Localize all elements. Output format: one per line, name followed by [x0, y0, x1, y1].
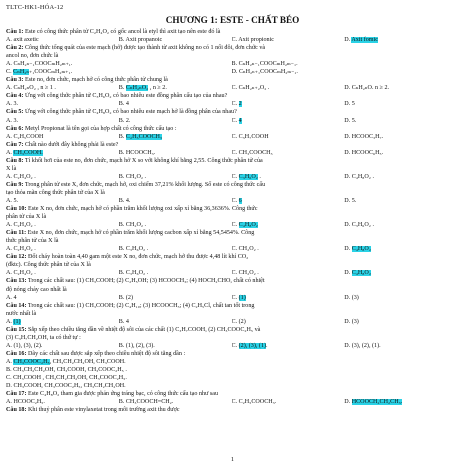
text-run: C. (2): [231, 318, 246, 325]
question-line: [6, 302, 457, 310]
text-run: B. C₃H₆O₂ .: [118, 246, 149, 253]
answer-option: [119, 398, 232, 406]
text-run: Este có công thức phân tử C₂H₄O₂ có gốc ancol là etyl thì axit tạo nên este đó là: [23, 29, 221, 35]
text-run: Metyl Propionat là tên gọi của hợp chất có công thức cấu tạo :: [23, 125, 177, 132]
answer-option: [232, 294, 345, 302]
text-run: A. axit axetic: [6, 37, 39, 44]
text-run: D. (3): [344, 294, 359, 301]
question-line: [6, 406, 457, 414]
answer-option: [344, 149, 457, 157]
answer-option: [344, 117, 457, 125]
answer-option: [6, 84, 119, 92]
text-run: , CH₃CH₂CH₂OH, CH₃COOH.: [49, 358, 126, 365]
answer-option: [344, 221, 457, 229]
text-run: C. CH₂O₂ .: [231, 270, 259, 277]
answer-option: [232, 197, 345, 205]
answer-option: [232, 117, 345, 125]
text-run: B. (1), (2), (3).: [118, 342, 155, 349]
text-run: A. CₙH₂ₙO₂ , n ≥ 1 .: [6, 85, 56, 92]
highlighted-answer: C₂H₅COOCH₃: [125, 133, 163, 140]
answer-options-row: [6, 149, 457, 157]
text-run: (đktc). Công thức phân tử của X là: [6, 262, 91, 269]
text-run: Dãy các chất sau được sắp xếp theo chiều nhiệt độ sôi tăng dần :: [26, 350, 186, 357]
text-run: B. (2): [118, 294, 133, 301]
question-line: [6, 366, 457, 374]
question-line: [6, 358, 457, 366]
question-line: [6, 350, 457, 358]
question-line: [6, 157, 457, 165]
answer-option: [6, 117, 119, 125]
highlighted-answer: HCOOCH₂CH₂CH₃.: [351, 399, 403, 406]
answer-option: [232, 149, 345, 157]
answer-option: [119, 221, 232, 229]
text-run: Khi thuỷ phân este vinylaxetat trong môi trường axit thu được: [26, 407, 180, 414]
highlighted-answer: 6: [238, 197, 242, 204]
answer-option: [344, 133, 457, 141]
answer-options-row: [6, 342, 457, 350]
question-line: [6, 213, 457, 221]
answer-option: [232, 36, 345, 44]
answer-option: [6, 36, 119, 44]
text-run: .: [266, 342, 268, 349]
text-run: B. CH₃COOCH=CH₂.: [118, 399, 174, 406]
question-number: Câu 5:: [6, 109, 24, 116]
answer-option: [344, 245, 457, 253]
question-line: [6, 334, 457, 342]
question-number: Câu 2:: [6, 45, 24, 52]
text-run: Ứng với công thức phân tử C₃H₆O₂ có bao nhiêu este đồng phân cấu tạo của nhau?: [23, 93, 228, 100]
text-run: Đốt cháy hoàn toàn 4,40 gam một este X no, đơn chức, mạch hở thu được 4,48 lít khí CO₂: [26, 254, 249, 261]
highlighted-answer: (1): [13, 318, 21, 325]
answer-option: [119, 294, 232, 302]
text-run: B. HCOOCH₃.: [118, 149, 156, 156]
text-run: B. CₙH₂ₙ₋₁COOCₘH₂ₘ₋₁.: [231, 61, 298, 68]
text-run: D. CₙH₂ₙ₊₁COOCₘH₂ₘ₋₁.: [231, 69, 298, 76]
question-line: [6, 310, 457, 318]
answer-options-row: [6, 68, 457, 76]
answer-option: [6, 133, 119, 141]
answer-options-row: [6, 100, 457, 108]
answer-option: [6, 60, 232, 68]
answer-option: [6, 68, 232, 76]
answer-option: [6, 398, 119, 406]
text-run: nước nhất là: [6, 310, 37, 317]
text-run: C.: [6, 69, 14, 76]
text-run: B. CH₂O₂ .: [118, 222, 147, 229]
answer-option: [119, 269, 232, 277]
answer-option: [344, 294, 457, 302]
question-number: Câu 7:: [6, 141, 24, 148]
question-line: [6, 237, 457, 245]
question-line: [6, 76, 457, 84]
answer-option: [232, 133, 345, 141]
text-run: D. (3), (2), (1).: [344, 342, 381, 349]
answer-option: [6, 294, 119, 302]
text-run: A. C₂H₅COOH: [6, 133, 44, 140]
question-line: [6, 390, 457, 398]
question-number: Câu 3:: [6, 77, 24, 84]
text-run: A.: [6, 149, 14, 156]
page-header: TLTC-HK1-HÓA-12: [6, 4, 64, 11]
question-number: Câu 12:: [6, 254, 27, 261]
text-run: A. 5.: [6, 197, 19, 204]
highlighted-answer: 2: [238, 101, 242, 108]
text-run: D. CH₃COOH, CH₃COOC₂H₅, CH₃CH₂CH₂OH.: [6, 383, 126, 390]
answer-option: [6, 269, 119, 277]
answer-option: [344, 197, 457, 205]
answer-options-row: [6, 398, 457, 406]
answer-option: [119, 197, 232, 205]
question-number: Câu 6:: [6, 125, 24, 132]
question-line: [6, 286, 457, 294]
text-run: Ứng với công thức phân tử C₄H₈O₂ có bao nhiêu este mạch hở là đồng phân của nhau?: [23, 109, 237, 116]
text-run: D. 5.: [344, 117, 357, 124]
text-run: Tỉ khối hơi của este no, đơn chức, mạch hở X so với không khí bằng 2,55. Công thức phân tử của: [23, 157, 263, 164]
text-run: C.: [231, 197, 239, 204]
answer-option: [119, 173, 232, 181]
question-number: Câu 13:: [6, 278, 27, 285]
text-run: C. Axit propionic: [231, 37, 274, 44]
answer-option: [6, 318, 119, 326]
answer-option: [344, 173, 457, 181]
answer-option: [6, 221, 119, 229]
text-run: D. C₃H₆O₂ .: [344, 222, 374, 229]
highlighted-answer: CH₃COOC₂H₅: [13, 358, 50, 365]
question-line: [6, 28, 457, 36]
text-run: phân tử của X là: [6, 214, 47, 221]
highlighted-answer: C₄H₈O₂: [351, 270, 371, 277]
answer-option: [119, 100, 232, 108]
question-line: [6, 44, 457, 52]
text-run: C. CH₃COOH , CH₃CH₂CH₂OH, CH₃COOC₂H₅.: [6, 375, 127, 382]
answer-option: [119, 342, 232, 350]
text-run: A. C₂H₄O₂ .: [6, 222, 36, 229]
answer-options-row: [6, 269, 457, 277]
question-line: [6, 108, 457, 116]
answer-option: [232, 68, 458, 76]
text-run: C.: [231, 173, 239, 180]
text-run: D. HCOOC₃H₇.: [344, 133, 384, 140]
text-run: C. C₂H₅COOCH₃.: [231, 399, 277, 406]
text-run: D. HCOOC₆H₅.: [344, 149, 384, 156]
text-run: C. CₙH₂ₙ₊₂O₂ .: [231, 85, 270, 92]
question-line: [6, 382, 457, 390]
text-run: B.: [118, 85, 126, 92]
question-line: [6, 261, 457, 269]
question-line: [6, 253, 457, 261]
text-run: (3) C₃H₇CH₂OH, ta có thứ tự :: [6, 334, 81, 341]
question-number: Câu 1:: [6, 29, 24, 35]
text-run: C.: [231, 117, 239, 124]
answer-option: [6, 173, 119, 181]
text-run: Sắp xếp theo chiều tăng dần về nhiệt độ sôi của các chất (1) C₃H₇COOH, (2) CH₃COOC₂H₅ và: [26, 326, 261, 333]
question-number: Câu 9:: [6, 181, 24, 188]
text-run: A. (1), (3), (2).: [6, 342, 43, 349]
answer-option: [344, 36, 457, 44]
text-run: D. CₙH₂ₙO. n ≥ 2.: [344, 85, 390, 92]
text-run: Este no, đơn chức, mạch hở có công thức phân tử chung là: [23, 77, 168, 84]
question-line: [6, 205, 457, 213]
text-run: D.: [344, 399, 352, 406]
answer-option: [232, 269, 345, 277]
answer-options-row: [6, 133, 457, 141]
question-number: Câu 18:: [6, 407, 27, 414]
text-run: A. 3.: [6, 117, 19, 124]
text-run: C. C₃H₇COOH: [231, 133, 269, 140]
answer-option: [119, 318, 232, 326]
question-line: [6, 141, 457, 149]
text-run: A. C₂H₄O₂ .: [6, 246, 36, 253]
text-run: Trong các chất sau: (1) CH₃COOH; (2) C₄H₁₀; (3) HCOOCH₃; (4) C₂H₅Cl, chất tan tốt trong: [26, 302, 255, 309]
text-run: C.: [231, 294, 239, 301]
answer-option: [6, 342, 119, 350]
answer-option: [119, 36, 232, 44]
text-run: Trong các chất sau: (1) CH₃COOH; (2) C₂H₅OH; (3) HCOOCH₃; (4) HOCH₂CHO, chất có nhiệt: [26, 278, 265, 285]
answer-option: [232, 84, 345, 92]
text-run: B.: [118, 133, 126, 140]
answer-option: [232, 221, 345, 229]
highlighted-answer: 4: [238, 117, 242, 124]
answer-option: [119, 117, 232, 125]
text-run: A. C₂H₄O₂ .: [6, 173, 36, 180]
answer-option: [6, 100, 119, 108]
answer-option: [344, 342, 457, 350]
question-number: Câu 10:: [6, 206, 27, 213]
question-line: [6, 165, 457, 173]
text-run: Công thức tổng quát của este mạch (hở) được tạo thành từ axit không no có 1 nối đôi, đơn chức và: [23, 45, 266, 52]
text-run: Chất nào dưới đây không phải là este?: [23, 141, 119, 148]
answer-option: [344, 84, 457, 92]
text-run: C.: [231, 342, 239, 349]
answer-options-row: [6, 173, 457, 181]
answer-options-row: [6, 221, 457, 229]
answer-options-row: [6, 84, 457, 92]
text-run: D. (3): [344, 318, 359, 325]
question-line: [6, 229, 457, 237]
highlighted-answer: C₄H₈O₂: [238, 222, 258, 229]
answer-option: [344, 318, 457, 326]
text-run: A. CₙH₂ₙ₋₁COOCₘH₂ₘ₊₁.: [6, 61, 73, 68]
chapter-title: CHƯƠNG 1: ESTE - CHẤT BÉO: [165, 15, 300, 25]
answer-option: [232, 173, 345, 181]
text-run: B. CH₂O₂ .: [118, 173, 147, 180]
answer-option: [119, 149, 232, 157]
text-run: A.: [6, 358, 14, 365]
answer-option: [119, 84, 232, 92]
answer-options-row: [6, 117, 457, 125]
text-run: B. 4.: [118, 197, 131, 204]
text-run: D.: [344, 246, 352, 253]
text-run: B. CH₃CH₂CH₂OH, CH₃COOH, CH₃COOC₂H₅ .: [6, 366, 127, 373]
highlighted-answer: (1): [238, 294, 246, 301]
text-run: Este X no, đơn chức, mạch hở có phần trăm khối lượng oxi xấp xỉ bằng 36,3636%. Công thức: [26, 206, 258, 213]
answer-option: [6, 245, 119, 253]
text-run: B. Axit propanoic: [118, 37, 163, 44]
highlighted-answer: C₃H₆O₂: [238, 173, 258, 180]
question-number: Câu 17:: [6, 391, 27, 398]
highlighted-answer: CₙH₂ₙ: [13, 69, 29, 76]
answer-options-row: [6, 197, 457, 205]
question-line: [6, 125, 457, 133]
answer-option: [232, 60, 458, 68]
text-run: B. 4: [118, 318, 129, 325]
answer-option: [232, 398, 345, 406]
text-run: A. C₂H₄O₂ .: [6, 270, 36, 277]
text-run: D. 5.: [344, 197, 357, 204]
question-number: Câu 11:: [6, 230, 27, 237]
text-run: C. CH₂O₂ .: [231, 246, 259, 253]
text-run: tạo thỏa mãn công thức phân tử của X là: [6, 189, 105, 196]
text-run: D.: [344, 270, 352, 277]
text-run: B. 4: [118, 101, 129, 108]
highlighted-answer: CₙH₂ₙO₂: [125, 85, 149, 92]
answer-option: [232, 342, 345, 350]
text-run: ancol no, đơn chức là: [6, 53, 59, 60]
text-run: A. 4: [6, 294, 17, 301]
answer-option: [344, 269, 457, 277]
answer-options-row: [6, 36, 457, 44]
answer-option: [119, 245, 232, 253]
answer-option: [344, 398, 457, 406]
answer-options-row: [6, 318, 457, 326]
question-list: [6, 28, 457, 414]
text-run: C.: [231, 222, 239, 229]
question-line: [6, 181, 457, 189]
answer-option: [6, 197, 119, 205]
text-run: ₊₁COOCₘH₂ₘ₊₁.: [29, 69, 73, 76]
question-line: [6, 326, 457, 334]
question-number: Câu 8:: [6, 157, 24, 164]
text-run: , n ≥ 2.: [148, 85, 167, 92]
answer-option: [232, 100, 345, 108]
text-run: Este C₄H₈O₂ tham gia được phản ứng tráng bạc, có công thức cấu tạo như sau: [26, 391, 219, 398]
text-run: độ nóng chảy cao nhất là: [6, 286, 67, 293]
question-number: Câu 14:: [6, 302, 27, 309]
text-run: D. 5: [344, 101, 355, 108]
highlighted-answer: Axit fomic: [351, 37, 378, 44]
question-line: [6, 189, 457, 197]
answer-option: [6, 149, 119, 157]
text-run: A. HCOOC₂H₅.: [6, 399, 45, 406]
answer-option: [119, 133, 232, 141]
answer-options-row: [6, 294, 457, 302]
question-number: Câu 4:: [6, 93, 24, 100]
text-run: B. 2.: [118, 117, 131, 124]
answer-option: [232, 318, 345, 326]
text-run: C. CH₃COOCH₃: [231, 149, 273, 156]
text-run: C.: [231, 101, 239, 108]
highlighted-answer: CH₃COOH.: [13, 149, 43, 156]
question-line: [6, 92, 457, 100]
text-run: .: [257, 173, 261, 180]
question-number: Câu 16:: [6, 350, 27, 357]
question-line: [6, 52, 457, 60]
text-run: D.: [344, 37, 352, 44]
answer-options-row: [6, 245, 457, 253]
answer-option: [232, 245, 345, 253]
text-run: thức phân tử của X là: [6, 238, 59, 245]
question-number: Câu 15:: [6, 326, 27, 333]
highlighted-answer: (2), (3), (1): [238, 342, 267, 349]
text-run: B. C₃H₆O₂ .: [118, 270, 149, 277]
answer-options-row: [6, 60, 457, 68]
text-run: A.: [6, 318, 14, 325]
text-run: D. C₄H₈O₂ .: [344, 173, 374, 180]
page-number: 1: [230, 456, 235, 463]
answer-option: [344, 100, 457, 108]
text-run: Trong phân tử este X, đơn chức, mạch hở, oxi chiếm 37,21% khối lượng. Số este có công thức cấu: [23, 181, 266, 188]
text-run: A. 3.: [6, 101, 19, 108]
question-line: [6, 374, 457, 382]
text-run: X là: [6, 165, 17, 172]
question-line: [6, 277, 457, 285]
text-run: Este X no, đơn chức, mạch hở có phần trăm khối lượng cacbon xấp xỉ bằng 54,5454%. Công: [26, 230, 255, 237]
highlighted-answer: C₄H₈O₂: [351, 246, 371, 253]
